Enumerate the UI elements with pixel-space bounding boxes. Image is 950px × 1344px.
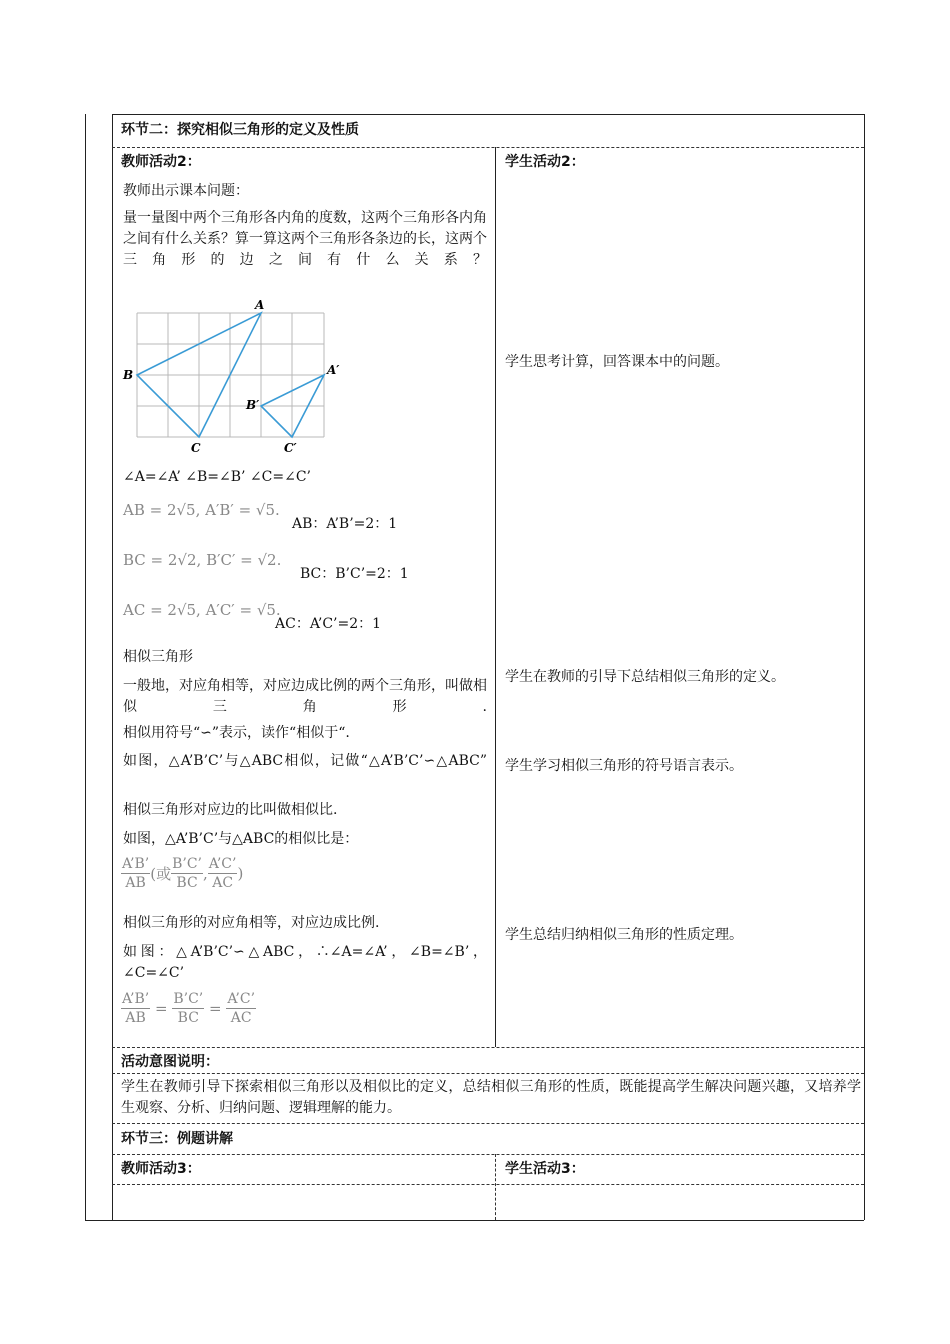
ratio-ab: AB：A’B’=2：1 [292,516,398,532]
similarity-ratio-fractions: $\frac{A’B’}{AB}$ (或 $\frac{B’C’}{BC}$ , $\frac{A’C’}{AC}$ ) [122,856,244,891]
table-left-border [112,114,113,1220]
label-c-prime: C′ [284,441,297,455]
row-divider [112,1154,864,1155]
notation-example: 如图，△A’B’C’与△ABC相似，记做“△A’B’C’∽△ABC” [123,753,487,769]
label-a: A [255,298,265,312]
row-divider [112,1123,864,1124]
property-text: 相似三角形的对应角相等，对应边成比例. [123,915,380,931]
section3-title: 环节三：例题讲解 [121,1131,233,1147]
intent-text: 学生在教师引导下探索相似三角形以及相似比的定义，总结相似三角形的性质，既能提高学生解决问题兴趣，又培养学生观察、分析、归纳问题、逻辑理解的能力。 [121,1079,861,1116]
definition-text: 一般地，对应角相等，对应边成比例的两个三角形，叫做相似三角形. [123,678,487,715]
similar-triangles-title: 相似三角形 [123,649,193,665]
outer-left-border [85,114,86,1220]
student-response-4: 学生总结归纳相似三角形的性质定理。 [505,927,743,943]
label-c: C [191,441,201,455]
row-divider [112,1073,864,1074]
frac-ab: $\frac{A’B’}{AB}$ [122,856,150,891]
table-right-border [864,114,865,1220]
formula-ac: AC = 2√5, A′C′ = √5. [123,601,281,619]
property-example: 如图：△A’B’C’∽△ABC，∴∠A=∠A’，∠B=∠B’，∠C=∠C’ [123,944,487,981]
section2-title: 环节二：探究相似三角形的定义及性质 [121,122,359,138]
row-divider [112,147,864,148]
table-top-border [112,114,864,115]
frac-bc: $\frac{B’C’}{BC}$ [173,991,204,1026]
frac-ac: $\frac{A’C’}{AC}$ [208,856,237,891]
ratio-ac: AC：A’C’=2：1 [275,616,382,632]
student-response-1: 学生思考计算，回答课本中的问题。 [505,354,729,370]
ratio-definition: 相似三角形对应边的比叫做相似比. [123,802,338,818]
row-divider [112,1047,864,1048]
symbol-text: 相似用符号“∽”表示，读作“相似于“. [123,725,350,741]
ratio-bc: BC：B’C’=2：1 [300,566,409,582]
frac-bc: $\frac{B’C’}{BC}$ [172,856,203,891]
student-activity-2-header: 学生活动2： [505,154,585,170]
ratio-example: 如图，△A’B’C’与△ABC的相似比是： [123,831,359,847]
formula-bc: BC = 2√2, B′C′ = √2. [123,551,282,569]
frac-ac: $\frac{A’C’}{AC}$ [227,991,256,1026]
label-a-prime: A′ [327,363,340,377]
student-response-3: 学生学习相似三角形的符号语言表示。 [505,758,743,774]
intent-title: 活动意图说明： [121,1054,219,1070]
column-divider [495,1154,496,1220]
student-activity-3-header: 学生活动3： [505,1161,585,1177]
student-response-2: 学生在教师的引导下总结相似三角形的定义。 [505,669,785,685]
row-divider [112,1184,864,1185]
label-b: B [123,368,134,382]
angle-equalities: ∠A=∠A’ ∠B=∠B’ ∠C=∠C’ [123,469,311,485]
frac-ab: $\frac{A’B’}{AB}$ [122,991,150,1026]
formula-ab: AB = 2√5, A′B′ = √5. [123,501,280,519]
teacher-activity-3-header: 教师活动3： [121,1161,201,1177]
label-b-prime: B′ [246,398,260,412]
table-bottom-border [85,1220,864,1221]
teacher-activity-2-header: 教师活动2： [121,154,201,170]
column-divider [495,147,496,1047]
textbook-question: 量一量图中两个三角形各内角的度数，这两个三角形各内角之间有什么关系？算一算这两个三角形各条边的长，这两个三角形的边之间有什么关系？ [123,210,487,268]
teacher-intro: 教师出示课本问题： [123,183,249,199]
proportion-chain: $\frac{A’B’}{AB}$ = $\frac{B’C’}{BC}$ = $\frac{A’C’}{AC}$ [122,991,256,1026]
triangle-figure [118,296,350,458]
